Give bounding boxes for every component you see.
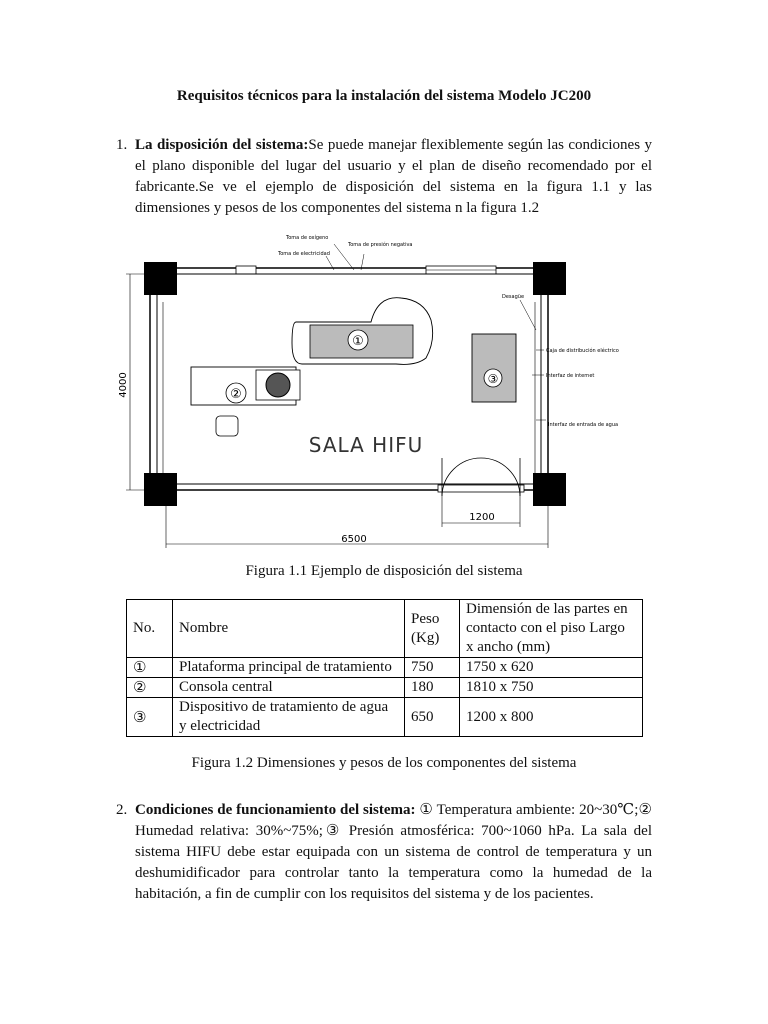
dimension-door: 1200 (469, 512, 495, 523)
figure-2-caption: Figura 1.2 Dimensiones y pesos de los componentes del sistema (191, 755, 577, 771)
section-text: ① Temperatura ambiente: 20~30℃;② Humedad relativa: 30%~75%;③ Presión atmosférica: 700~1060 hPa. La sala del sistema HIFU debe estar equipada con un sistema de control de temperatura y un deshumidificador para controlar tanto la temperatura como la humedad de la habitación, a fin de cumplir con los requisitos del sistema y de los pacientes. (135, 802, 652, 902)
table-row (127, 658, 643, 678)
marker-3: ③ (487, 372, 499, 386)
cell-dimension: 1750 x 620 (460, 658, 643, 678)
cell-weight: 180 (405, 678, 460, 698)
section-number: 1. (116, 137, 128, 153)
cell-dimension: 1200 x 800 (460, 698, 643, 737)
header-weight: Peso (Kg) (405, 600, 460, 658)
header-dimension: Dimensión de las partes en contacto con el piso Largo x ancho (mm) (460, 600, 643, 658)
callout-oxygen: Toma de oxígeno (286, 235, 329, 241)
header-no: No. (127, 600, 173, 658)
callout-water-inlet: Interfaz de entrada de agua (548, 422, 619, 428)
marker-2: ② (230, 387, 242, 402)
cell-weight: 750 (405, 658, 460, 678)
cell-name: Plataforma principal de tratamiento (173, 658, 405, 678)
cell-dimension: 1810 x 750 (460, 678, 643, 698)
callout-electricity: Toma de electricidad (278, 251, 330, 257)
cell-weight: 650 (405, 698, 460, 737)
components-table (126, 599, 643, 737)
callout-negative-pressure: Toma de presión negativa (348, 242, 413, 248)
cell-no: ① (127, 658, 173, 678)
layout-figure (116, 230, 652, 552)
callout-drain: Desagüe (502, 294, 525, 300)
dimension-width: 6500 (341, 534, 367, 545)
dimension-height: 4000 (118, 372, 129, 398)
section-lead: La disposición del sistema: (135, 137, 309, 153)
room-label: SALA HIFU (308, 433, 424, 457)
table-row (127, 698, 643, 737)
cell-no: ② (127, 678, 173, 698)
table-row (127, 678, 643, 698)
figure-1-caption: Figura 1.1 Ejemplo de disposición del sistema (245, 563, 523, 579)
marker-1: ① (352, 334, 364, 349)
callout-internet: Interfaz de internet (546, 373, 595, 379)
callout-distribution-box: Caja de distribución eléctrico (546, 348, 619, 354)
cell-no: ③ (127, 698, 173, 737)
header-name: Nombre (173, 600, 405, 658)
section-layout (116, 135, 652, 219)
section-lead: Condiciones de funcionamiento del sistema: (135, 802, 416, 818)
table-header-row (127, 600, 643, 658)
section-text: Se puede manejar flexiblemente según las condiciones y el plano disponible del lugar del usuario y el plan de diseño recomendado por el fabricante.Se ve el ejemplo de disposición del sistema en la figura 1.1 y las dimensiones y pesos de los componentes del sistema n la figura 1.2 (135, 137, 652, 216)
section-number: 2. (116, 802, 128, 818)
cell-name: Dispositivo de tratamiento de agua y electricidad (173, 698, 405, 737)
cell-name: Consola central (173, 678, 405, 698)
document-title: Requisitos técnicos para la instalación del sistema Modelo JC200 (176, 88, 592, 104)
section-operating-conditions (116, 800, 652, 905)
